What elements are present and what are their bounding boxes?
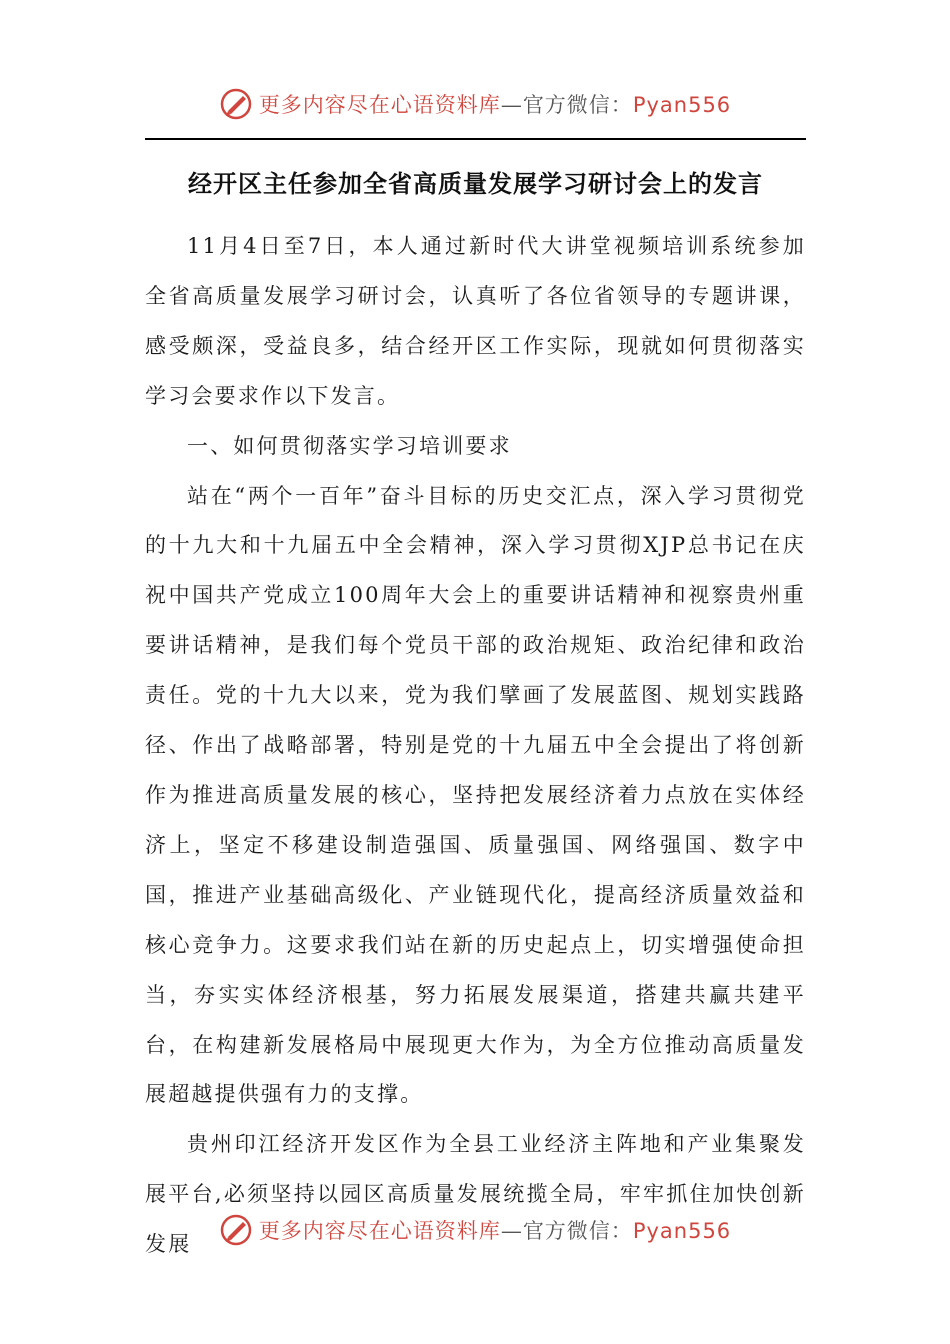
- banner-wechat-label: 官方微信：: [522, 1219, 633, 1243]
- pen-logo-icon: [219, 1213, 253, 1247]
- paragraph-yinjiang: 贵州印江经济开发区作为全县工业经济主阵地和产业集聚发展平台,必须坚持以园区高质量发展统揽全局，牢牢抓住加快创新发展: [145, 1132, 806, 1257]
- banner-wechat-id: Pyan556: [632, 93, 732, 117]
- pen-logo-icon: [219, 87, 253, 121]
- banner-wechat-label: 官方微信：: [522, 93, 633, 117]
- section-heading-1: 一、如何贯彻落实学习培训要求: [187, 433, 512, 458]
- document-body: [145, 222, 806, 1270]
- header-banner: [0, 84, 950, 124]
- banner-separator: —: [500, 93, 523, 117]
- footer-banner: [0, 1210, 950, 1250]
- paragraph-main: 站在“两个一百年”奋斗目标的历史交汇点，深入学习贯彻党的十九大和十九届五中全会精神，深入学习贯彻XJP总书记在庆祝中国共产党成立100周年大会上的重要讲话精神和视察贵州重要讲话精神，是我们每个党员干部的政治规矩、政治纪律和政治责任。党的十九大以来，党为我们擘画了发展蓝图、规划实践路径、作出了战略部署，特别是党的十九届五中全会提出了将创新作为推进高质量发展的核心，坚持把发展经济着力点放在实体经济上，坚定不移建设制造强国、质量强国、网络强国、数字中国，推进产业基础高级化、产业链现代化，提高经济质量效益和核心竞争力。这要求我们站在新的历史起点上，切实增强使命担当，夯实实体经济根基，努力拓展发展渠道，搭建共赢共建平台，在构建新发展格局中展现更大作为，为全方位推动高质量发展超越提供强有力的支撑。: [145, 483, 806, 1107]
- banner-wechat-id: Pyan556: [632, 1219, 732, 1243]
- banner-brand: 更多内容尽在心语资料库: [258, 93, 501, 117]
- banner-brand: 更多内容尽在心语资料库: [258, 1219, 501, 1243]
- banner-separator: —: [500, 1219, 523, 1243]
- paragraph-intro: 11月4日至7日，本人通过新时代大讲堂视频培训系统参加全省高质量发展学习研讨会，认真听了各位省领导的专题讲课，感受颇深，受益良多，结合经开区工作实际，现就如何贯彻落实学习会要求作以下发言。: [145, 234, 806, 408]
- header-divider: [145, 138, 806, 140]
- document-title: 经开区主任参加全省高质量发展学习研讨会上的发言: [188, 169, 763, 198]
